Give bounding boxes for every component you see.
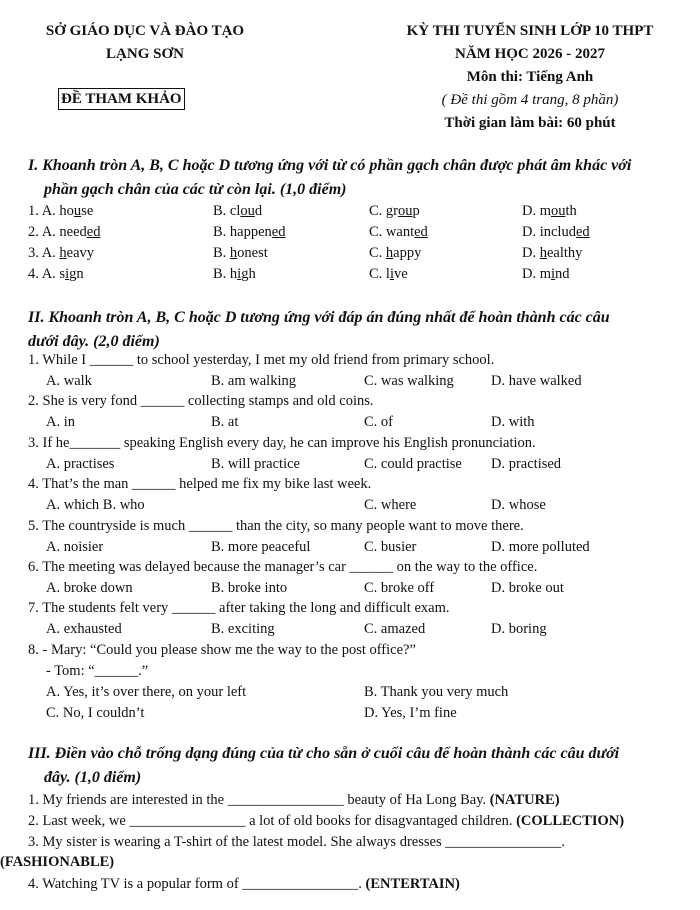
option[interactable]: D. Yes, I’m fine <box>364 705 457 721</box>
option[interactable] <box>369 222 428 242</box>
option[interactable]: B. Thank you very much <box>364 684 509 700</box>
question-text: 1. While I ______ to school yesterday, I met my old friend from primary school. <box>28 352 495 368</box>
option[interactable] <box>28 222 100 242</box>
option[interactable] <box>28 243 94 263</box>
underlined-part: i <box>551 266 556 282</box>
underlined-part: ou <box>240 203 255 219</box>
option[interactable] <box>369 201 420 221</box>
option[interactable]: D. have walked <box>491 373 582 389</box>
option[interactable] <box>369 264 408 284</box>
section-1-title <box>28 154 676 202</box>
reference-exam-label: ĐỀ THAM KHẢO <box>58 88 185 110</box>
option-text: gn <box>69 266 84 282</box>
pages-note: ( Đề thi gồm 4 trang, 8 phần) <box>441 92 619 108</box>
question-text: 5. The countryside is much ______ than the city, so many people want to move there. <box>28 517 524 534</box>
option-text: ealthy <box>546 245 583 261</box>
underlined-part: h <box>385 245 394 261</box>
exam-info-block <box>360 20 700 135</box>
option[interactable] <box>213 201 262 221</box>
section-1-title-line2: phần gạch chân của các từ còn lại. (1,0 điểm) <box>44 181 347 198</box>
department-block <box>0 20 290 66</box>
question-text: 6. The meeting was delayed because the manager’s car ______ on the way to the office. <box>28 559 538 575</box>
option[interactable]: B. will practice <box>211 455 300 472</box>
option[interactable]: D. whose <box>491 497 546 514</box>
option[interactable]: C. was walking <box>364 373 454 389</box>
underlined-part: h <box>59 245 67 261</box>
option-text: D. m <box>522 203 551 219</box>
section-3-title <box>28 742 676 790</box>
option-text: B. happen <box>213 224 272 240</box>
option-text: 3. A. <box>28 245 60 261</box>
option[interactable]: A. practises <box>46 455 115 472</box>
option-text: B. <box>213 245 230 261</box>
option[interactable]: B. am walking <box>211 373 296 389</box>
question-text: 3. My sister is wearing a T-shirt of the latest model. She always dresses ________________. <box>28 834 565 850</box>
option[interactable]: A. noisier <box>46 538 104 555</box>
section-2-title-line2: dưới đây. (2,0 điểm) <box>28 333 160 350</box>
section-3-question-2 <box>28 811 676 831</box>
question-row <box>0 243 700 263</box>
option-text: 2. A. need <box>28 224 87 240</box>
option-text: C. l <box>369 266 390 282</box>
option-text: onest <box>237 245 268 261</box>
underlined-part: h <box>229 245 238 261</box>
subject: Môn thi: Tiếng Anh <box>466 69 594 85</box>
option[interactable] <box>522 264 570 284</box>
options-row <box>0 619 700 639</box>
option-text: B. cl <box>213 203 241 219</box>
question-8-line2: - Tom: “______.” <box>46 663 149 679</box>
option[interactable] <box>522 201 577 221</box>
option-text: C. <box>369 245 386 261</box>
option-text: B. h <box>213 266 238 282</box>
option-text: d <box>254 203 263 219</box>
option-text: 4. A. s <box>28 266 66 282</box>
option[interactable] <box>213 243 268 263</box>
option[interactable]: A. walk <box>46 373 92 389</box>
options-row <box>0 578 700 598</box>
question-8-line1: 8. - Mary: “Could you please show me the way to the post office?” <box>28 642 416 658</box>
underlined-part: ed <box>271 224 286 240</box>
option[interactable] <box>522 222 590 242</box>
underlined-part: ou <box>398 203 413 219</box>
question-text: 7. The students felt very ______ after taking the long and difficult exam. <box>28 600 450 617</box>
underlined-part: ed <box>575 224 590 240</box>
option-text: D. includ <box>522 224 576 240</box>
question-text: 2. She is very fond ______ collecting stamps and old coins. <box>28 393 374 410</box>
underlined-part: h <box>539 245 547 261</box>
underlined-part: i <box>237 266 242 282</box>
section-3-title-line1: III. Điền vào chỗ trống dạng đúng của từ cho sẵn ở cuối câu để hoàn thành các câu dưới <box>28 745 620 762</box>
province-name: LẠNG SƠN <box>106 46 184 62</box>
option-text: eavy <box>66 245 95 261</box>
exam-title: KỲ THI TUYỂN SINH LỚP 10 THPT <box>406 23 654 39</box>
section-2-title-line1: II. Khoanh tròn A, B, C hoặc D tương ứng với đáp án đúng nhất để hoàn thành các câu <box>28 309 610 326</box>
option[interactable] <box>213 264 256 284</box>
section-1-title-line1: I. Khoanh tròn A, B, C hoặc D tương ứng với từ có phần gạch chân được phát âm khác với <box>28 157 632 174</box>
options-row <box>0 371 700 391</box>
question-text: 1. My friends are interested in the ________________ beauty of Ha Long Bay. <box>28 792 490 808</box>
section-3-question-1 <box>28 790 676 810</box>
question-text: 4. Watching TV is a popular form of ________________. <box>28 876 366 892</box>
option-text: C. gr <box>369 203 398 219</box>
option[interactable]: C. busier <box>364 538 417 555</box>
option[interactable]: A. broke down <box>46 580 133 596</box>
given-word: (COLLECTION) <box>516 813 625 829</box>
option[interactable]: D. broke out <box>491 580 564 596</box>
underlined-part: i <box>389 266 394 282</box>
option[interactable] <box>522 243 582 263</box>
question-text: 2. Last week, we ________________ a lot of old books for disagvantaged children. <box>28 813 517 829</box>
option[interactable]: A. exhausted <box>46 621 122 638</box>
option[interactable] <box>28 264 84 284</box>
option-text: gh <box>241 266 256 282</box>
option[interactable]: D. with <box>491 414 535 431</box>
underlined-part: i <box>65 266 70 282</box>
option[interactable]: B. exciting <box>211 621 275 638</box>
option-text: 1. A. ho <box>28 203 74 219</box>
question-text: 3. If he_______ speaking English every day, he can improve his English pronunciation. <box>28 434 536 451</box>
options-row <box>0 454 700 474</box>
option-text: th <box>565 203 577 219</box>
underlined-part: u <box>73 203 82 219</box>
question-8-options-row1 <box>0 682 700 702</box>
school-year: NĂM HỌC 2026 - 2027 <box>455 46 605 62</box>
option-text: D. m <box>522 266 551 282</box>
option[interactable]: B. more peaceful <box>211 538 311 555</box>
option[interactable]: D. boring <box>491 621 547 638</box>
given-word: (NATURE) <box>489 792 560 808</box>
option[interactable] <box>213 222 285 242</box>
question-8-options-row2 <box>0 703 700 723</box>
given-word: (ENTERTAIN) <box>365 876 460 892</box>
option[interactable]: A. in <box>46 414 75 431</box>
underlined-part: ou <box>551 203 566 219</box>
options-row <box>0 495 700 515</box>
option-text: se <box>81 203 94 219</box>
given-word: (FASHIONABLE) <box>0 854 115 870</box>
option-text: appy <box>393 245 422 261</box>
option[interactable]: C. could practise <box>364 455 462 472</box>
option[interactable]: D. more polluted <box>491 538 590 555</box>
section-3-title-line2: đây. (1,0 điểm) <box>44 769 142 786</box>
underlined-part: ed <box>86 224 101 240</box>
options-row <box>0 412 700 432</box>
section-3-question-4 <box>28 874 676 894</box>
option[interactable] <box>369 243 421 263</box>
option[interactable]: C. amazed <box>364 621 426 638</box>
option[interactable]: B. at <box>211 414 239 431</box>
option[interactable]: D. practised <box>491 455 562 472</box>
option[interactable] <box>28 201 93 221</box>
option-text: D. <box>522 245 540 261</box>
section-3-question-3 <box>0 832 676 872</box>
option[interactable]: C. of <box>364 414 393 431</box>
time-limit: Thời gian làm bài: 60 phút <box>444 115 616 131</box>
option-text: ve <box>393 266 408 282</box>
question-row <box>0 222 700 242</box>
option[interactable]: C. No, I couldn’t <box>46 705 145 721</box>
section-2-title <box>28 306 676 354</box>
question-row <box>0 201 700 221</box>
question-row <box>0 264 700 284</box>
option[interactable]: A. Yes, it’s over there, on your left <box>46 684 247 700</box>
option-text: C. want <box>369 224 415 240</box>
question-text: 4. That’s the man ______ helped me fix my bike last week. <box>28 476 372 493</box>
options-row <box>0 537 700 557</box>
underlined-part: ed <box>414 224 428 240</box>
option[interactable]: A. which B. who <box>46 497 145 514</box>
option-text: p <box>412 203 420 219</box>
option[interactable]: B. broke into <box>211 580 288 596</box>
option-text: nd <box>555 266 570 282</box>
option[interactable]: C. where <box>364 497 417 514</box>
option[interactable]: C. broke off <box>364 580 435 596</box>
department-name: SỞ GIÁO DỤC VÀ ĐÀO TẠO <box>45 23 245 39</box>
